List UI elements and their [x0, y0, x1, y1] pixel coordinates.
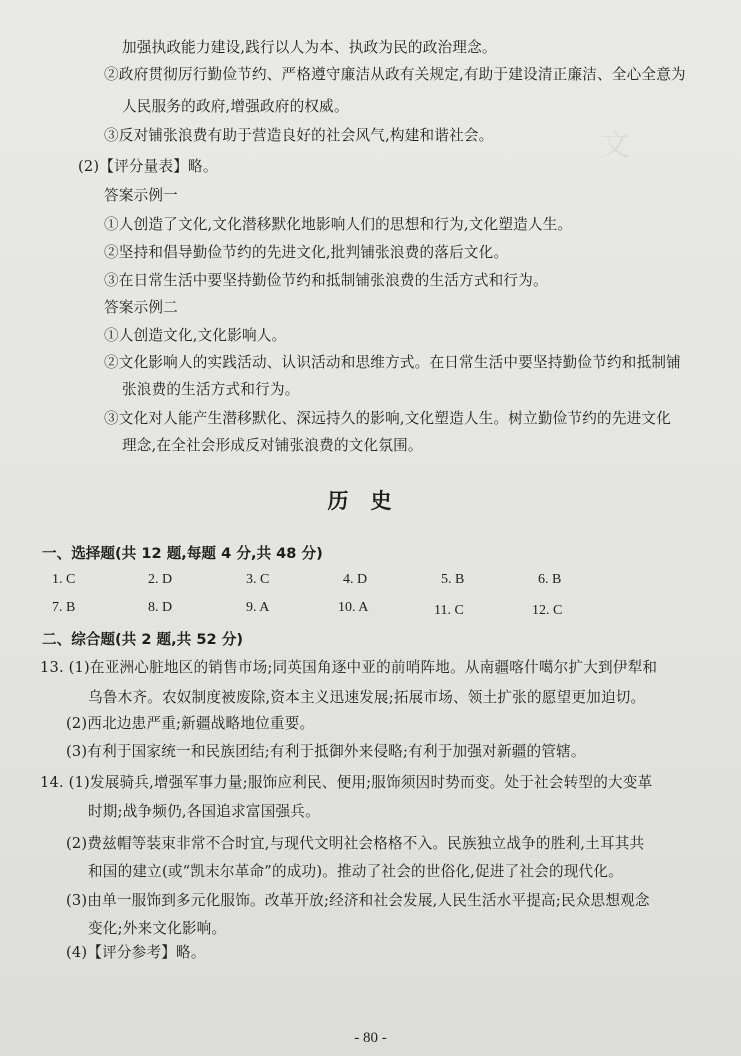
q14-answer-1: 14. (1)发展骑兵,增强军事力量;服饰应利民、便用;服饰须因时势而变。处于社会转型的大变革 — [40, 774, 653, 791]
mc-answer: 3. C — [246, 572, 270, 587]
q14-answer-2-cont: 和国的建立(或“凯末尔革命”的成功)。推动了社会的世俗化,促进了社会的现代化。 — [88, 863, 623, 880]
multiple-choice-heading: 一、选择题(共 12 题,每题 4 分,共 48 分) — [42, 545, 323, 562]
page-number: - 80 - — [354, 1030, 387, 1046]
example-1-item-2: ②坚持和倡导勤俭节约的先进文化,批判铺张浪费的落后文化。 — [104, 244, 509, 261]
example-2-item-2a: ②文化影响人的实践活动、认识活动和思维方式。在日常生活中要坚持勤俭节约和抵制铺 — [104, 354, 681, 371]
mc-answer: 5. B — [441, 572, 465, 587]
example-1-title: 答案示例一 — [104, 187, 178, 204]
example-1-item-1: ①人创造了文化,文化潜移默化地影响人们的思想和行为,文化塑造人生。 — [104, 216, 573, 233]
q13-answer-2: (2)西北边患严重;新疆战略地位重要。 — [66, 715, 315, 732]
mc-answer: 10. A — [338, 600, 369, 615]
politics-q2-heading: (2)【评分量表】略。 — [78, 158, 218, 175]
mc-answer: 8. D — [148, 600, 173, 615]
politics-line-2b: 人民服务的政府,增强政府的权威。 — [122, 98, 349, 115]
q14-answer-4: (4)【评分参考】略。 — [66, 944, 206, 961]
mc-answer: 9. A — [246, 600, 270, 615]
example-1-item-3: ③在日常生活中要坚持勤俭节约和抵制铺张浪费的生活方式和行为。 — [104, 272, 548, 289]
mc-answer: 2. D — [148, 572, 173, 587]
example-2-item-1: ①人创造文化,文化影响人。 — [104, 327, 287, 344]
example-2-title: 答案示例二 — [104, 299, 178, 316]
politics-line-3: ③反对铺张浪费有助于营造良好的社会风气,构建和谐社会。 — [104, 127, 494, 144]
example-2-item-2b: 张浪费的生活方式和行为。 — [122, 381, 300, 398]
q14-answer-1-cont: 时期;战争频仍,各国追求富国强兵。 — [88, 803, 320, 820]
bleed-through-mark: 文 — [600, 128, 630, 163]
example-2-item-3a: ③文化对人能产生潜移默化、深远持久的影响,文化塑造人生。树立勤俭节约的先进文化 — [104, 410, 672, 427]
mc-answer: 6. B — [538, 572, 562, 587]
q14-answer-3-cont: 变化;外来文化影响。 — [88, 920, 227, 937]
comprehensive-heading: 二、综合题(共 2 题,共 52 分) — [42, 631, 244, 648]
politics-line-1: 加强执政能力建设,践行以人为本、执政为民的政治理念。 — [122, 39, 497, 56]
q13-answer-1: 13. (1)在亚洲心脏地区的销售市场;同英国角逐中亚的前哨阵地。从南疆喀什噶尔扩大到伊犁和 — [40, 659, 658, 676]
mc-answer: 4. D — [343, 572, 368, 587]
politics-line-2a: ②政府贯彻厉行勤俭节约、严格遵守廉洁从政有关规定,有助于建设清正廉洁、全心全意为 — [104, 66, 686, 83]
q14-answer-3: (3)由单一服饰到多元化服饰。改革开放;经济和社会发展,人民生活水平提高;民众思想观念 — [66, 892, 650, 909]
q14-answer-2: (2)费兹帽等装束非常不合时宜,与现代文明社会格格不入。民族独立战争的胜利,土耳其共 — [66, 835, 645, 852]
mc-answer: 1. C — [52, 572, 76, 587]
mc-answer: 11. C — [434, 603, 464, 618]
history-section-title: 历史 — [327, 489, 414, 513]
example-2-item-3b: 理念,在全社会形成反对铺张浪费的文化氛围。 — [122, 437, 423, 454]
mc-answer: 7. B — [52, 600, 76, 615]
q13-answer-1-cont: 乌鲁木齐。农奴制度被废除,资本主义迅速发展;拓展市场、领土扩张的愿望更加迫切。 — [88, 689, 646, 706]
mc-answer: 12. C — [532, 603, 563, 618]
q13-answer-3: (3)有利于国家统一和民族团结;有利于抵御外来侵略;有利于加强对新疆的管辖。 — [66, 743, 586, 760]
